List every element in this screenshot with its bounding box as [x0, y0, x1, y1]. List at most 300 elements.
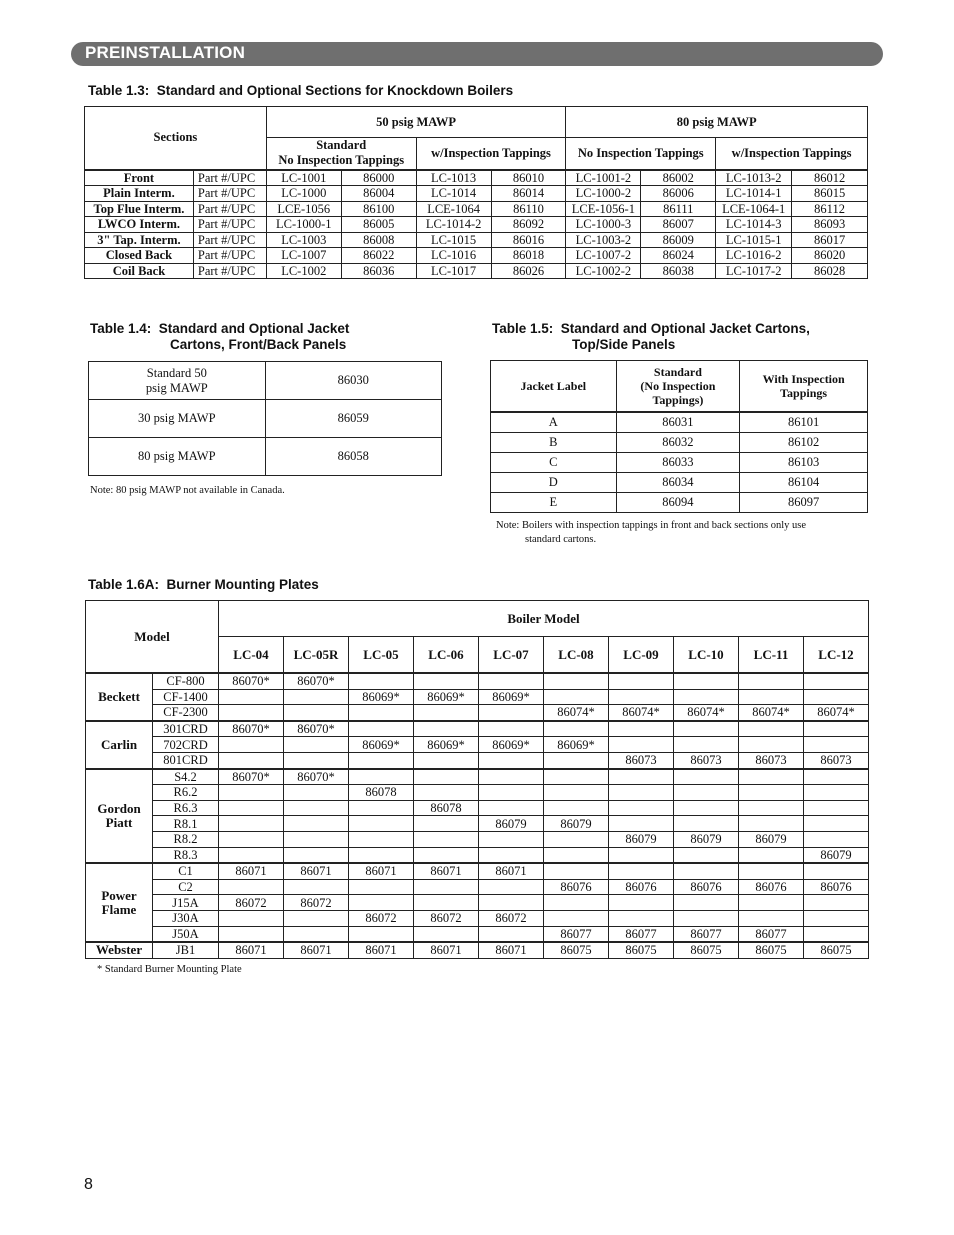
table-cell: LC-1000-1 — [266, 217, 341, 233]
section-name: Plain Interm. — [85, 186, 194, 202]
table-cell: 30 psig MAWP — [89, 400, 266, 438]
column-header: LC-04 — [219, 637, 284, 674]
burner-manufacturer — [86, 863, 153, 942]
table-cell — [739, 689, 804, 705]
table-cell: 86008 — [341, 232, 416, 248]
table-cell: 86059 — [265, 400, 441, 438]
table-cell — [479, 895, 544, 911]
table-cell — [609, 816, 674, 832]
table-cell: 86092 — [491, 217, 566, 233]
row-label-line2: psig MAWP — [145, 380, 208, 395]
table-cell — [349, 895, 414, 911]
table-cell — [544, 689, 609, 705]
table-1-5-note — [496, 519, 806, 547]
table-cell: 86073 — [804, 752, 869, 768]
table-cell: 86074* — [804, 705, 869, 721]
table-cell — [414, 831, 479, 847]
table-row — [86, 673, 869, 689]
part-upc-label: Part #/UPC — [193, 201, 266, 217]
table-cell: 86076 — [674, 879, 739, 895]
table-row — [89, 438, 442, 476]
burner-model: 801CRD — [153, 752, 219, 768]
table-cell: 86070* — [284, 673, 349, 689]
table-cell — [479, 705, 544, 721]
table-cell — [284, 910, 349, 926]
table-cell — [219, 847, 284, 863]
table-cell — [609, 721, 674, 737]
table-row — [86, 721, 869, 737]
table-cell — [414, 721, 479, 737]
header-standard-line2: No Inspection Tappings — [278, 153, 405, 168]
table-cell: 86070* — [219, 769, 284, 785]
table-cell: LC-1014-3 — [716, 217, 792, 233]
table-row — [86, 895, 869, 911]
table-cell — [544, 800, 609, 816]
table-cell: 86017 — [792, 232, 868, 248]
table-row — [86, 847, 869, 863]
table-row — [491, 493, 868, 513]
part-upc-label: Part #/UPC — [193, 186, 266, 202]
part-upc-label: Part #/UPC — [193, 217, 266, 233]
table-cell — [739, 895, 804, 911]
table-cell — [544, 752, 609, 768]
table-cell: 86073 — [609, 752, 674, 768]
table-cell: 86078 — [414, 800, 479, 816]
table-cell: 86071 — [219, 942, 284, 958]
table-1-6a-caption — [88, 577, 319, 593]
table-cell: 86077 — [739, 926, 804, 942]
table-cell: 86075 — [674, 942, 739, 958]
table-cell: 86101 — [740, 412, 868, 433]
table-row — [85, 263, 868, 279]
table-row — [85, 232, 868, 248]
section-name: Closed Back — [85, 248, 194, 264]
table-cell: LCE-1056-1 — [566, 201, 641, 217]
header-standard-line1: Standard — [653, 365, 702, 379]
table-cell: 86100 — [341, 201, 416, 217]
table-cell — [284, 800, 349, 816]
table-cell: 86071 — [219, 863, 284, 879]
table-cell: 86006 — [641, 186, 716, 202]
burner-model: CF-800 — [153, 673, 219, 689]
table-cell — [479, 800, 544, 816]
table-cell — [609, 847, 674, 863]
table-1-4-note: Note: 80 psig MAWP not available in Canada. — [90, 485, 285, 496]
table-cell — [674, 689, 739, 705]
table-row — [85, 186, 868, 202]
column-header: LC-05 — [349, 637, 414, 674]
section-name: Top Flue Interm. — [85, 201, 194, 217]
table-1-5-title-line2: Top/Side Panels — [572, 337, 676, 352]
burner-model: J15A — [153, 895, 219, 911]
table-cell: 86102 — [740, 433, 868, 453]
table-cell: 86072 — [219, 895, 284, 911]
table-cell: 86075 — [804, 942, 869, 958]
table-cell: LC-1014-1 — [716, 186, 792, 202]
header-standard-line1: Standard — [316, 138, 367, 153]
burner-model: J30A — [153, 910, 219, 926]
table-cell: 86079 — [804, 847, 869, 863]
table-cell: LC-1017 — [416, 263, 491, 279]
table-row — [85, 201, 868, 217]
table-cell — [674, 673, 739, 689]
table-cell — [739, 863, 804, 879]
table-row — [491, 453, 868, 473]
table-cell: 86069* — [414, 689, 479, 705]
table-cell: 86073 — [674, 752, 739, 768]
table-cell — [414, 879, 479, 895]
table-cell: 86034 — [616, 473, 740, 493]
table-cell: 86094 — [616, 493, 740, 513]
burner-manufacturer — [86, 673, 153, 721]
table-cell: LC-1014-2 — [416, 217, 491, 233]
table-cell: 86074* — [544, 705, 609, 721]
table-cell — [674, 863, 739, 879]
table-1-6a-footnote: * Standard Burner Mounting Plate — [97, 964, 242, 975]
column-header: LC-11 — [739, 637, 804, 674]
table-cell: LC-1015-1 — [716, 232, 792, 248]
table-cell — [284, 879, 349, 895]
table-cell — [349, 752, 414, 768]
table-cell: 86079 — [674, 831, 739, 847]
table-cell: 86071 — [284, 863, 349, 879]
burner-model: 702CRD — [153, 737, 219, 753]
note-line2: standard cartons. — [525, 534, 597, 545]
table-cell: 86069* — [544, 737, 609, 753]
table-cell: 86070* — [284, 721, 349, 737]
table-cell: 86036 — [341, 263, 416, 279]
column-header: LC-12 — [804, 637, 869, 674]
table-cell — [609, 863, 674, 879]
table-cell — [609, 785, 674, 801]
table-1-6a-body — [86, 673, 869, 958]
table-cell — [544, 895, 609, 911]
table-row — [86, 769, 869, 785]
table-cell — [739, 816, 804, 832]
table-row — [89, 400, 442, 438]
header-model: Model — [86, 601, 219, 674]
table-cell — [479, 831, 544, 847]
table-cell — [414, 895, 479, 911]
table-row — [491, 433, 868, 453]
table-cell: 86004 — [341, 186, 416, 202]
table-cell — [739, 785, 804, 801]
table-cell: 86074* — [609, 705, 674, 721]
table-cell — [284, 831, 349, 847]
section-name: Front — [85, 170, 194, 186]
table-cell: 86076 — [739, 879, 804, 895]
section-title: PREINSTALLATION — [85, 43, 246, 62]
table-cell: 86075 — [544, 942, 609, 958]
section-name: Coil Back — [85, 263, 194, 279]
table-cell — [349, 769, 414, 785]
table-cell — [739, 800, 804, 816]
table-cell: 86077 — [674, 926, 739, 942]
table-cell — [804, 800, 869, 816]
table-cell: 86110 — [491, 201, 566, 217]
burner-model: C2 — [153, 879, 219, 895]
table-cell: 86074* — [674, 705, 739, 721]
table-cell — [804, 769, 869, 785]
part-upc-label: Part #/UPC — [193, 170, 266, 186]
table-cell — [609, 769, 674, 785]
header-with-line2: Tappings — [780, 386, 828, 400]
table-cell: LCE-1064-1 — [716, 201, 792, 217]
header-with-inspection-50: w/Inspection Tappings — [416, 138, 566, 170]
table-row — [86, 831, 869, 847]
table-cell — [414, 847, 479, 863]
table-cell: 86072 — [349, 910, 414, 926]
table-cell — [219, 926, 284, 942]
table-cell: 86073 — [739, 752, 804, 768]
header-standard-line3: Tappings) — [652, 393, 704, 407]
burner-model: R8.2 — [153, 831, 219, 847]
part-upc-label: Part #/UPC — [193, 248, 266, 264]
table-cell — [609, 800, 674, 816]
burner-model: CF-1400 — [153, 689, 219, 705]
table-cell — [479, 926, 544, 942]
burner-model: CF-2300 — [153, 705, 219, 721]
column-header: LC-10 — [674, 637, 739, 674]
table-cell: LC-1014 — [416, 186, 491, 202]
table-cell: 86031 — [616, 412, 740, 433]
table-cell: 86069* — [349, 737, 414, 753]
table-cell: 86005 — [341, 217, 416, 233]
header-with-inspection-80: w/Inspection Tappings — [716, 138, 868, 170]
burner-manufacturer — [86, 769, 153, 864]
table-cell — [219, 879, 284, 895]
table-row — [491, 473, 868, 493]
table-row — [86, 926, 869, 942]
table-cell — [674, 847, 739, 863]
table-cell — [544, 721, 609, 737]
table-cell: 86070* — [284, 769, 349, 785]
table-cell: LC-1016 — [416, 248, 491, 264]
table-cell: LC-1000-3 — [566, 217, 641, 233]
table-cell: 86009 — [641, 232, 716, 248]
table-cell: 86093 — [792, 217, 868, 233]
table-cell — [349, 847, 414, 863]
table-cell — [609, 895, 674, 911]
burner-manufacturer — [86, 942, 153, 958]
table-cell — [804, 785, 869, 801]
table-1-5-number: Table 1.5: — [492, 321, 554, 336]
note-line1: Note: Boilers with inspection tappings in front and back sections only use — [496, 520, 806, 531]
table-row — [86, 752, 869, 768]
table-1-4-title-line1: Standard and Optional Jacket — [158, 321, 350, 336]
table-cell — [479, 752, 544, 768]
table-cell: 86071 — [349, 863, 414, 879]
table-cell: 86069* — [479, 737, 544, 753]
table-1-6a-number: Table 1.6A: — [88, 577, 160, 592]
table-cell: LC-1015 — [416, 232, 491, 248]
table-cell: 86071 — [414, 863, 479, 879]
table-1-3-number: Table 1.3: — [88, 83, 150, 98]
table-cell — [804, 721, 869, 737]
table-cell — [284, 785, 349, 801]
manufacturer-line1: Beckett — [98, 688, 140, 704]
table-cell — [219, 800, 284, 816]
table-cell: LC-1003 — [266, 232, 341, 248]
table-cell — [674, 737, 739, 753]
table-cell: LC-1000 — [266, 186, 341, 202]
table-cell: 86032 — [616, 433, 740, 453]
table-cell — [219, 831, 284, 847]
table-cell: A — [491, 412, 617, 433]
table-row — [86, 705, 869, 721]
burner-model: R8.1 — [153, 816, 219, 832]
table-cell: 86076 — [804, 879, 869, 895]
table-cell — [609, 910, 674, 926]
table-cell — [284, 737, 349, 753]
table-cell: 86079 — [739, 831, 804, 847]
table-row — [86, 800, 869, 816]
table-cell: 86097 — [740, 493, 868, 513]
table-cell: 86070* — [219, 673, 284, 689]
table-cell: 86071 — [479, 942, 544, 958]
table-cell: LC-1013 — [416, 170, 491, 186]
table-cell: 86071 — [414, 942, 479, 958]
table-cell: 86074* — [739, 705, 804, 721]
table-cell: 86070* — [219, 721, 284, 737]
table-cell — [284, 705, 349, 721]
table-cell: 86012 — [792, 170, 868, 186]
table-cell: 86033 — [616, 453, 740, 473]
header-standard — [616, 361, 740, 413]
table-cell — [609, 737, 674, 753]
table-cell: LC-1000-2 — [566, 186, 641, 202]
table-cell — [674, 800, 739, 816]
table-cell: LC-1007-2 — [566, 248, 641, 264]
part-upc-label: Part #/UPC — [193, 263, 266, 279]
table-cell — [544, 769, 609, 785]
table-cell — [804, 831, 869, 847]
table-cell — [674, 785, 739, 801]
table-1-4-number: Table 1.4: — [90, 321, 152, 336]
table-cell: 86018 — [491, 248, 566, 264]
table-cell — [739, 673, 804, 689]
table-1-5-caption — [492, 321, 810, 353]
header-no-inspection-80: No Inspection Tappings — [566, 138, 716, 170]
table-cell: 86038 — [641, 263, 716, 279]
table-cell — [544, 847, 609, 863]
burner-model: JB1 — [153, 942, 219, 958]
table-cell: D — [491, 473, 617, 493]
table-cell: 86015 — [792, 186, 868, 202]
table-1-4-title-line2: Cartons, Front/Back Panels — [170, 337, 347, 352]
table-cell — [414, 926, 479, 942]
table-1-6a-title: Burner Mounting Plates — [166, 577, 319, 592]
table-1-3-caption — [88, 83, 513, 99]
header-standard-no-inspection — [266, 138, 416, 170]
column-header: LC-09 — [609, 637, 674, 674]
table-cell — [219, 689, 284, 705]
table-cell — [219, 816, 284, 832]
table-cell — [349, 816, 414, 832]
table-cell — [544, 831, 609, 847]
table-cell — [544, 785, 609, 801]
table-cell: LCE-1064 — [416, 201, 491, 217]
column-header: LC-07 — [479, 637, 544, 674]
table-1-3-title: Standard and Optional Sections for Knockdown Boilers — [156, 83, 514, 98]
table-row — [86, 942, 869, 958]
table-cell — [804, 863, 869, 879]
table-cell — [89, 362, 266, 400]
table-cell: LC-1001 — [266, 170, 341, 186]
table-cell: LC-1013-2 — [716, 170, 792, 186]
table-cell: 86000 — [341, 170, 416, 186]
table-cell — [414, 816, 479, 832]
table-cell — [349, 721, 414, 737]
table-cell — [609, 689, 674, 705]
table-cell: 86022 — [341, 248, 416, 264]
table-cell — [544, 863, 609, 879]
table-cell: 80 psig MAWP — [89, 438, 266, 476]
table-cell — [804, 737, 869, 753]
table-cell — [284, 926, 349, 942]
table-cell: 86103 — [740, 453, 868, 473]
table-cell — [739, 769, 804, 785]
section-name: LWCO Interm. — [85, 217, 194, 233]
table-cell: 86076 — [544, 879, 609, 895]
header-sections: Sections — [85, 107, 267, 170]
table-cell — [479, 847, 544, 863]
table-cell: 86071 — [349, 942, 414, 958]
table-cell — [284, 816, 349, 832]
burner-manufacturer — [86, 721, 153, 769]
table-cell — [219, 737, 284, 753]
table-1-4-caption — [90, 321, 349, 353]
part-upc-label: Part #/UPC — [193, 232, 266, 248]
burner-model: J50A — [153, 926, 219, 942]
table-cell — [349, 831, 414, 847]
header-with-inspection — [740, 361, 868, 413]
table-cell: 86076 — [609, 879, 674, 895]
table-cell: 86007 — [641, 217, 716, 233]
table-cell: 86014 — [491, 186, 566, 202]
table-cell: LC-1003-2 — [566, 232, 641, 248]
table-cell — [804, 910, 869, 926]
header-boiler-model: Boiler Model — [219, 601, 869, 637]
header-80-psig: 80 psig MAWP — [566, 107, 868, 138]
table-cell: 86030 — [265, 362, 441, 400]
burner-model: R6.2 — [153, 785, 219, 801]
table-cell — [349, 879, 414, 895]
table-cell: 86058 — [265, 438, 441, 476]
table-cell: 86075 — [739, 942, 804, 958]
burner-model: S4.2 — [153, 769, 219, 785]
table-cell — [804, 673, 869, 689]
table-cell — [284, 847, 349, 863]
table-cell: 86020 — [792, 248, 868, 264]
table-cell: 86075 — [609, 942, 674, 958]
table-1-5-title-line1: Standard and Optional Jacket Cartons, — [560, 321, 810, 336]
section-banner — [71, 42, 883, 66]
table-cell — [219, 910, 284, 926]
table-cell: 86002 — [641, 170, 716, 186]
header-standard-line2: (No Inspection — [640, 379, 716, 393]
table-1-5-body — [491, 412, 868, 513]
row-label-line1: Standard 50 — [146, 365, 207, 380]
table-cell — [674, 769, 739, 785]
manufacturer-line1: Carlin — [100, 736, 138, 752]
table-cell: 86010 — [491, 170, 566, 186]
table-cell — [674, 816, 739, 832]
table-cell: 86079 — [544, 816, 609, 832]
table-cell: 86028 — [792, 263, 868, 279]
table-cell: 86112 — [792, 201, 868, 217]
table-cell: LCE-1056 — [266, 201, 341, 217]
